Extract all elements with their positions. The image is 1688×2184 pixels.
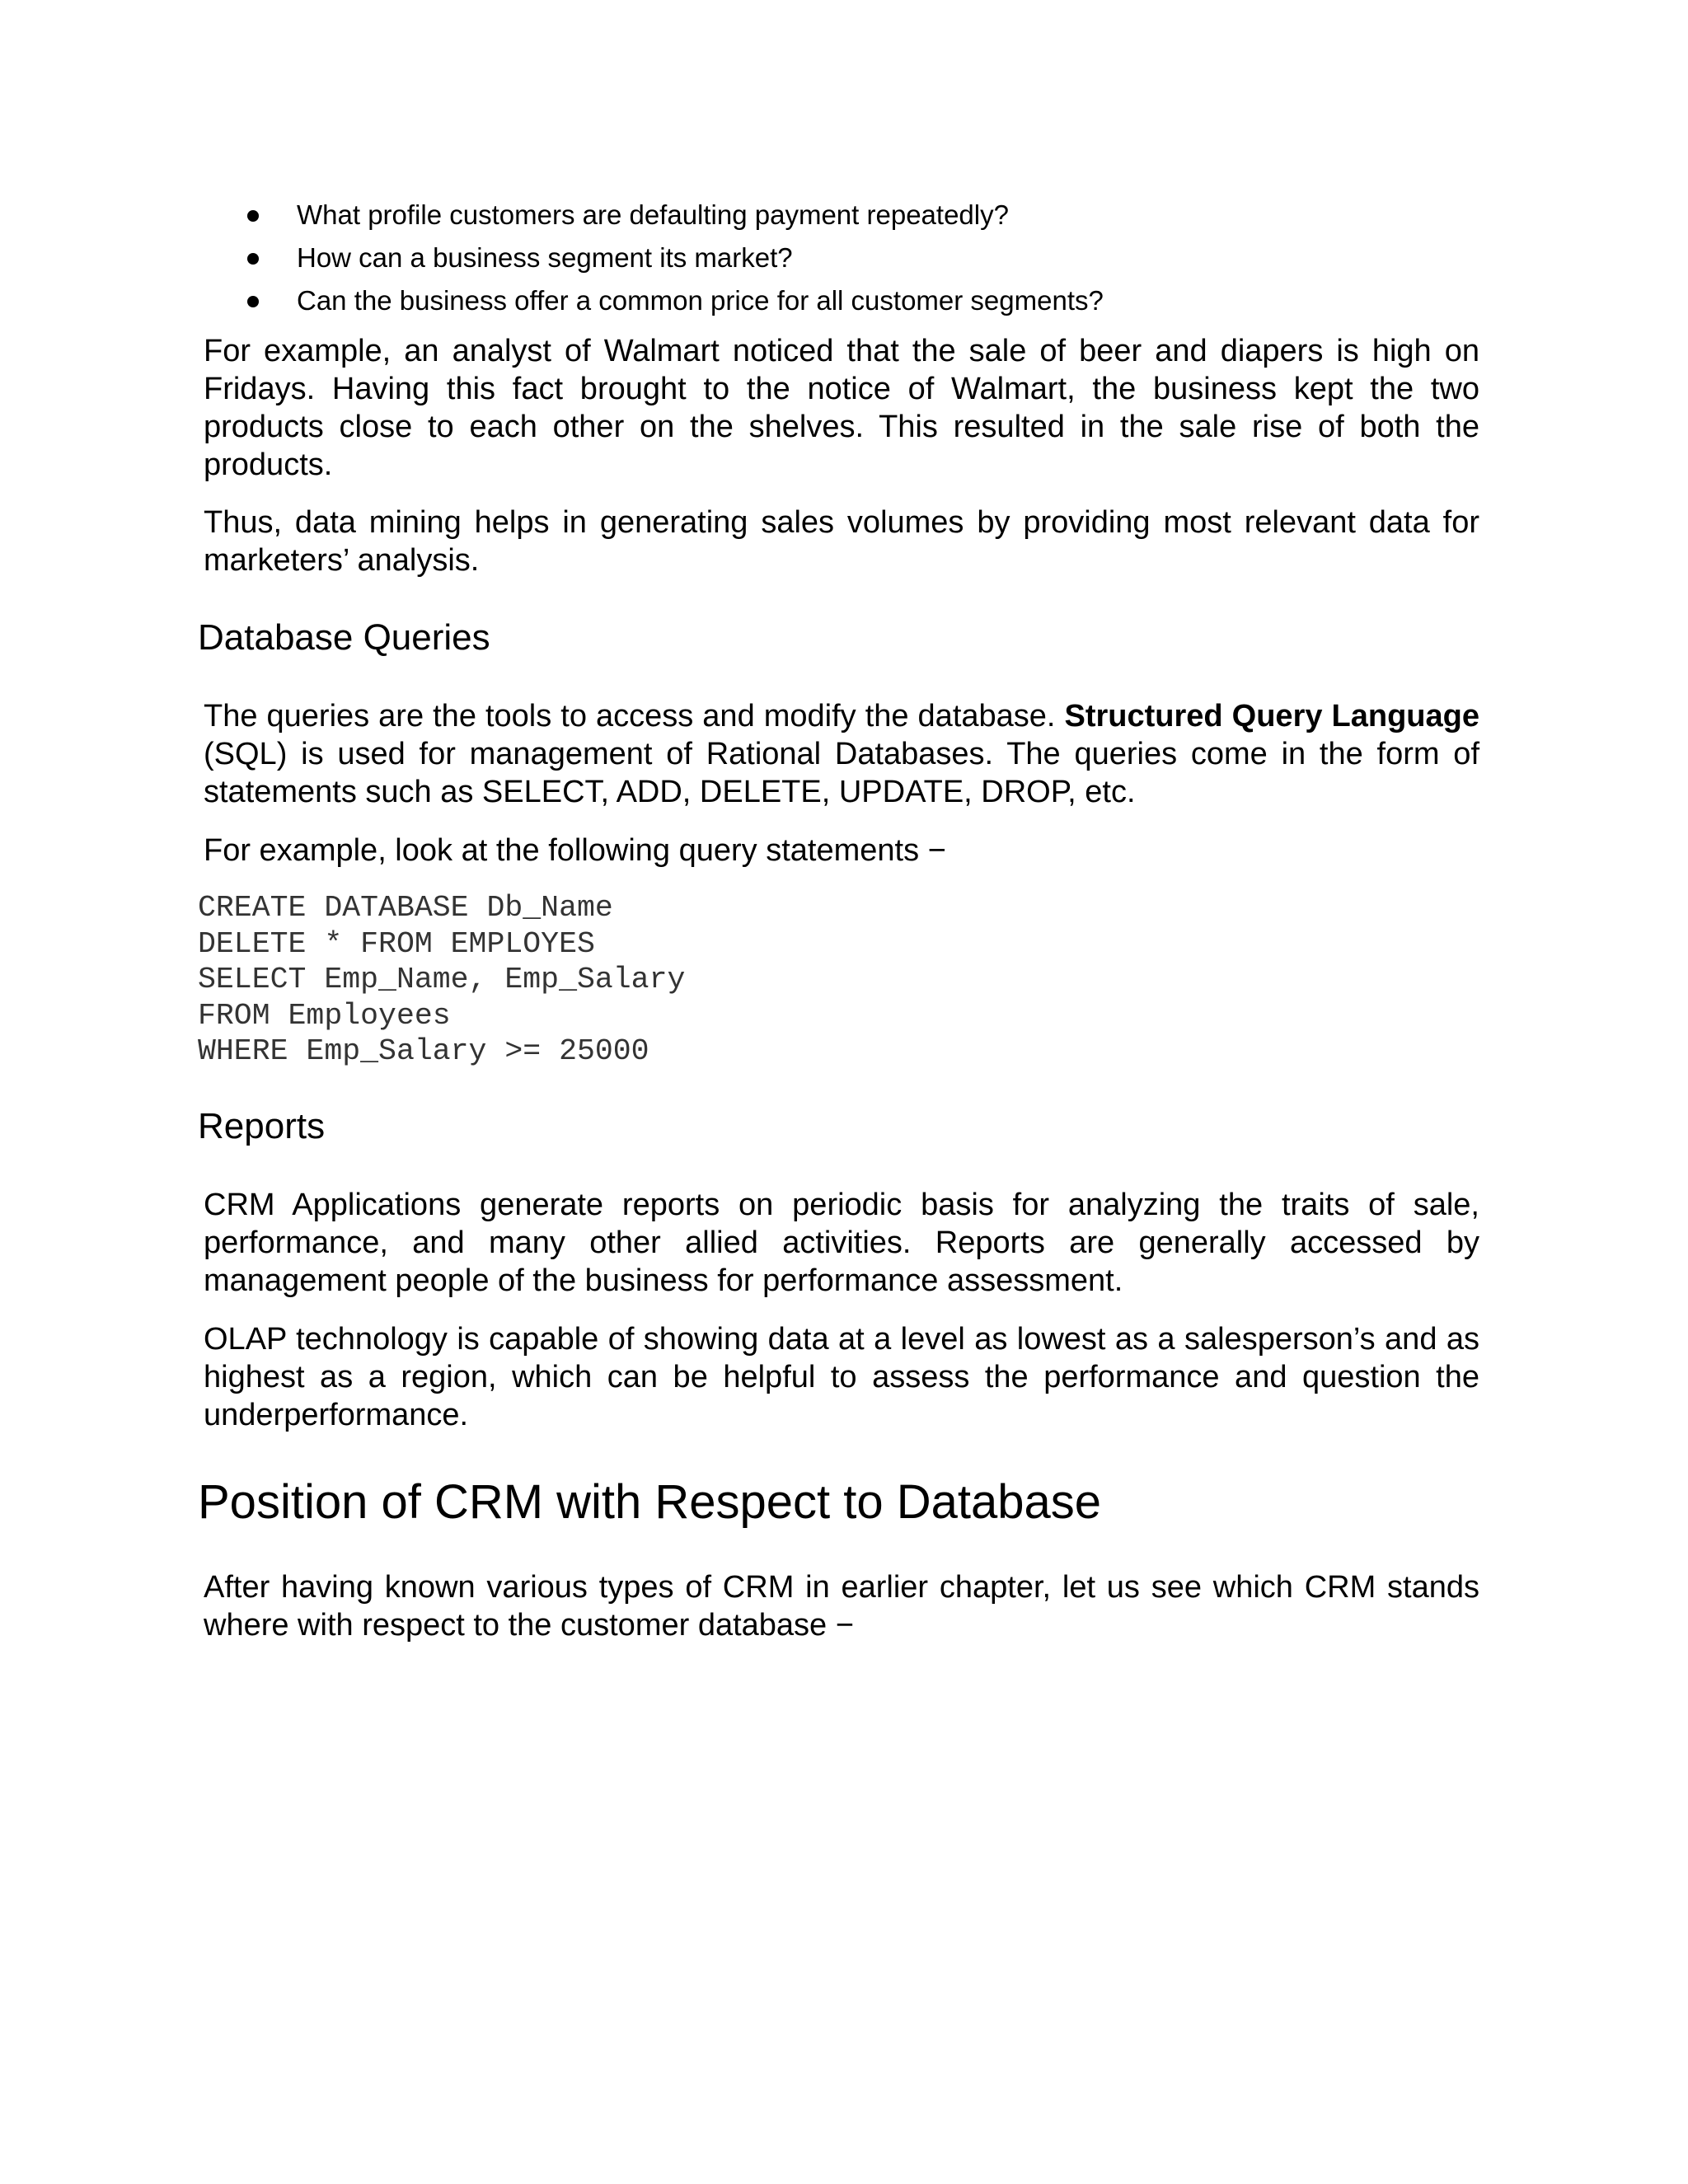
list-item [247,194,1484,237]
reports-paragraph-2: OLAP technology is capable of showing data at a level as lowest as a salesperson’s and as highest as a region, which can be helpful to assess the performance and question the underperformance. [204,1322,1479,1432]
queries-intro-end: (SQL) is used for management of Rational Databases. The queries come in the form of statements such as SELECT, ADD, DELETE, UPDATE, DROP, etc. [204,737,1479,809]
data-mining-summary-paragraph: Thus, data mining helps in generating sales volumes by providing most relevant data for marketers’ analysis. [204,505,1479,578]
bullet-icon [247,210,259,222]
heading-database-queries: Database Queries [198,617,490,658]
bullet-icon [247,296,259,307]
queries-intro-start: The queries are the tools to access and modify the database. [204,699,1056,733]
walmart-example-paragraph: For example, an analyst of Walmart noticed that the sale of beer and diapers is high on Fridays. Having this fact brought to the notice of Walmart, the business kept the two products close to each other on the shelves. This resulted in the sale rise of both the products. [204,334,1479,482]
position-intro-paragraph: After having known various types of CRM in earlier chapter, let us see which CRM stands where with respect to the customer database − [204,1570,1479,1643]
heading-reports: Reports [198,1106,326,1146]
code-line: SELECT Emp_Name, Emp_Salary [198,963,686,996]
list-item [247,279,1484,322]
question-bullet-list [247,194,1484,322]
sql-code-block [198,890,685,1070]
heading-position-of-crm: Position of CRM with Respect to Database [198,1475,1102,1529]
bullet-text: How can a business segment its market? [297,242,793,273]
bullet-icon [247,253,259,265]
list-item [247,237,1484,279]
queries-example-lead: For example, look at the following query statements − [204,833,946,868]
code-line: FROM Employees [198,998,451,1033]
queries-intro-paragraph [204,697,1479,811]
bullet-text: What profile customers are defaulting payment repeatedly? [297,199,1009,230]
sql-bold-term: Structured Query Language [1064,699,1479,733]
code-line: WHERE Emp_Salary >= 25000 [198,1034,649,1068]
code-line: DELETE * FROM EMPLOYES [198,926,595,961]
bullet-text: Can the business offer a common price for all customer segments? [297,285,1104,316]
reports-paragraph-1: CRM Applications generate reports on periodic basis for analyzing the traits of sale, performance, and many other allied activities. Reports are generally accessed by management people of the business for performance assessment. [204,1188,1479,1298]
code-line: CREATE DATABASE Db_Name [198,891,613,925]
